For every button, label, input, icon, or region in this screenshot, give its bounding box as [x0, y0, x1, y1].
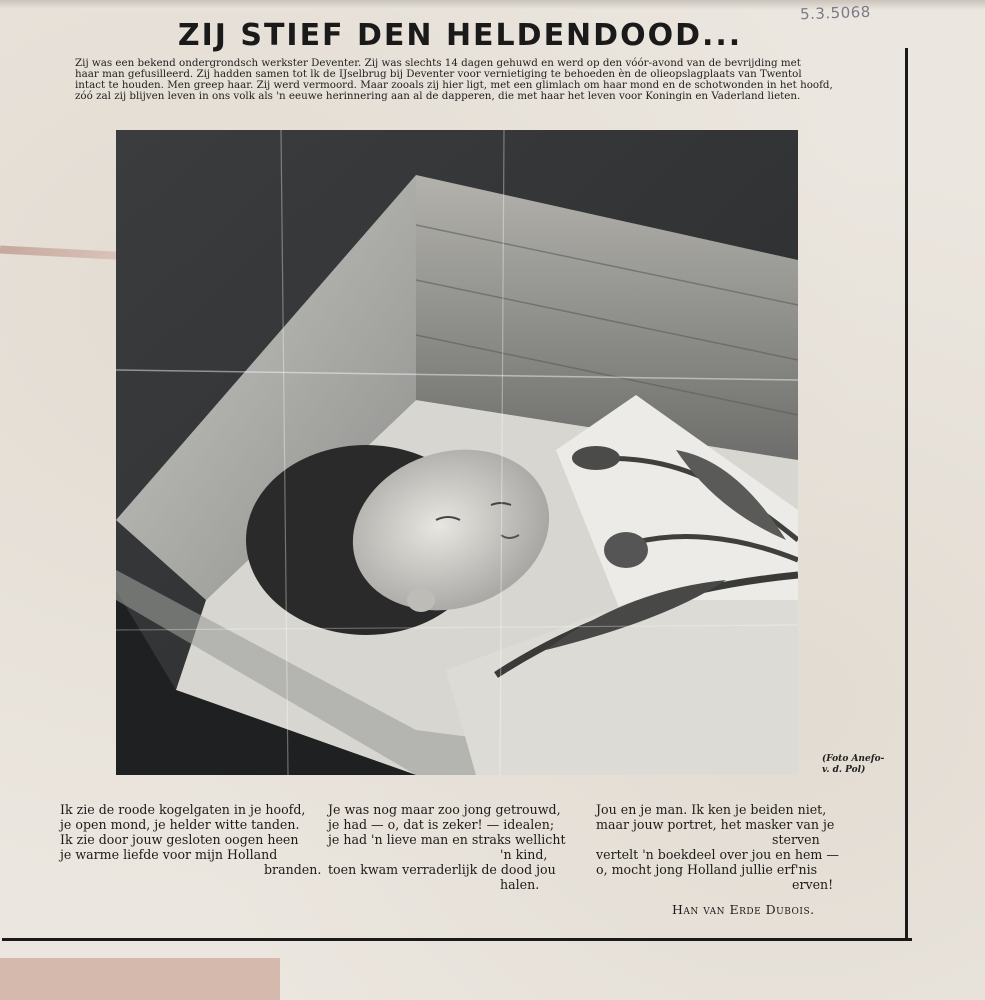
poem-line: erven! [792, 877, 834, 892]
poem-author: Han van Erde Dubois. [672, 902, 815, 917]
photo-credit [822, 754, 892, 776]
poem-line: halen. [500, 877, 540, 892]
poem-line: je had — o, dat is zeker! — idealen; [328, 817, 555, 832]
poem-line: Ik zie door jouw gesloten oogen heen [60, 832, 299, 847]
poem-line: je warme liefde voor mijn Holland [60, 847, 278, 862]
poem-line: 'n kind, [500, 847, 548, 862]
poem-line: Jou en je man. Ik ken je beiden niet, [596, 802, 827, 817]
poem-stanza-2 [328, 802, 583, 892]
intro-line: intact te houden. Men greep haar. Zij werd vermoord. Maar zooals zij hier ligt, met een glimlach om haar mond en de schotwonden in het hoofd, [75, 79, 833, 91]
poem-line: branden. [264, 862, 322, 877]
poem-stanza-3 [596, 802, 886, 892]
intro-paragraph [75, 58, 843, 102]
poem-line: maar jouw portret, het masker van je [596, 817, 835, 832]
poem-line: toen kwam verraderlijk de dood jou [328, 862, 556, 877]
poem-line: je had 'n lieve man en straks wellicht [328, 832, 566, 847]
photo-credit-line: v. d. Pol) [822, 765, 866, 775]
archive-number: 5.3.5068 [799, 2, 872, 24]
poem-line: sterven [772, 832, 820, 847]
photo-credit-line: (Foto Anefo- [822, 754, 885, 764]
intro-line: Zij was een bekend ondergrondsch werkster Deventer. Zij was slechts 14 dagen gehuwd en werd op den vóór-avond van de bevrijding met [75, 57, 801, 69]
tape-remnant [0, 958, 280, 1000]
poem-line: Je was nog maar zoo jong getrouwd, [328, 802, 561, 817]
poem-line: vertelt 'n boekdeel over jou en hem — [596, 847, 839, 862]
intro-line: zóó zal zij blijven leven in ons volk als 'n eeuwe herinnering aan al de dapperen, die met haar het leven voor Koningin en Vaderland lieten. [75, 90, 801, 102]
intro-line: haar man gefusilleerd. Zij hadden samen tot lk de IJselbrug bij Deventer voor vernietiging te behoeden èn de olieopslagplaats van Twentol [75, 68, 802, 80]
column-rule-vertical [905, 48, 908, 940]
headline: ZIJ STIEF DEN HELDENDOOD... [177, 18, 743, 53]
poem-line: Ik zie de roode kogelgaten in je hoofd, [60, 802, 306, 817]
poem-stanza-1 [60, 802, 322, 877]
news-photo [116, 130, 798, 775]
poem-line: je open mond, je helder witte tanden. [60, 817, 300, 832]
photo-illustration [116, 130, 798, 775]
poem-line: o, mocht jong Holland jullie erf'nis [596, 862, 818, 877]
bottom-rule [2, 938, 912, 941]
